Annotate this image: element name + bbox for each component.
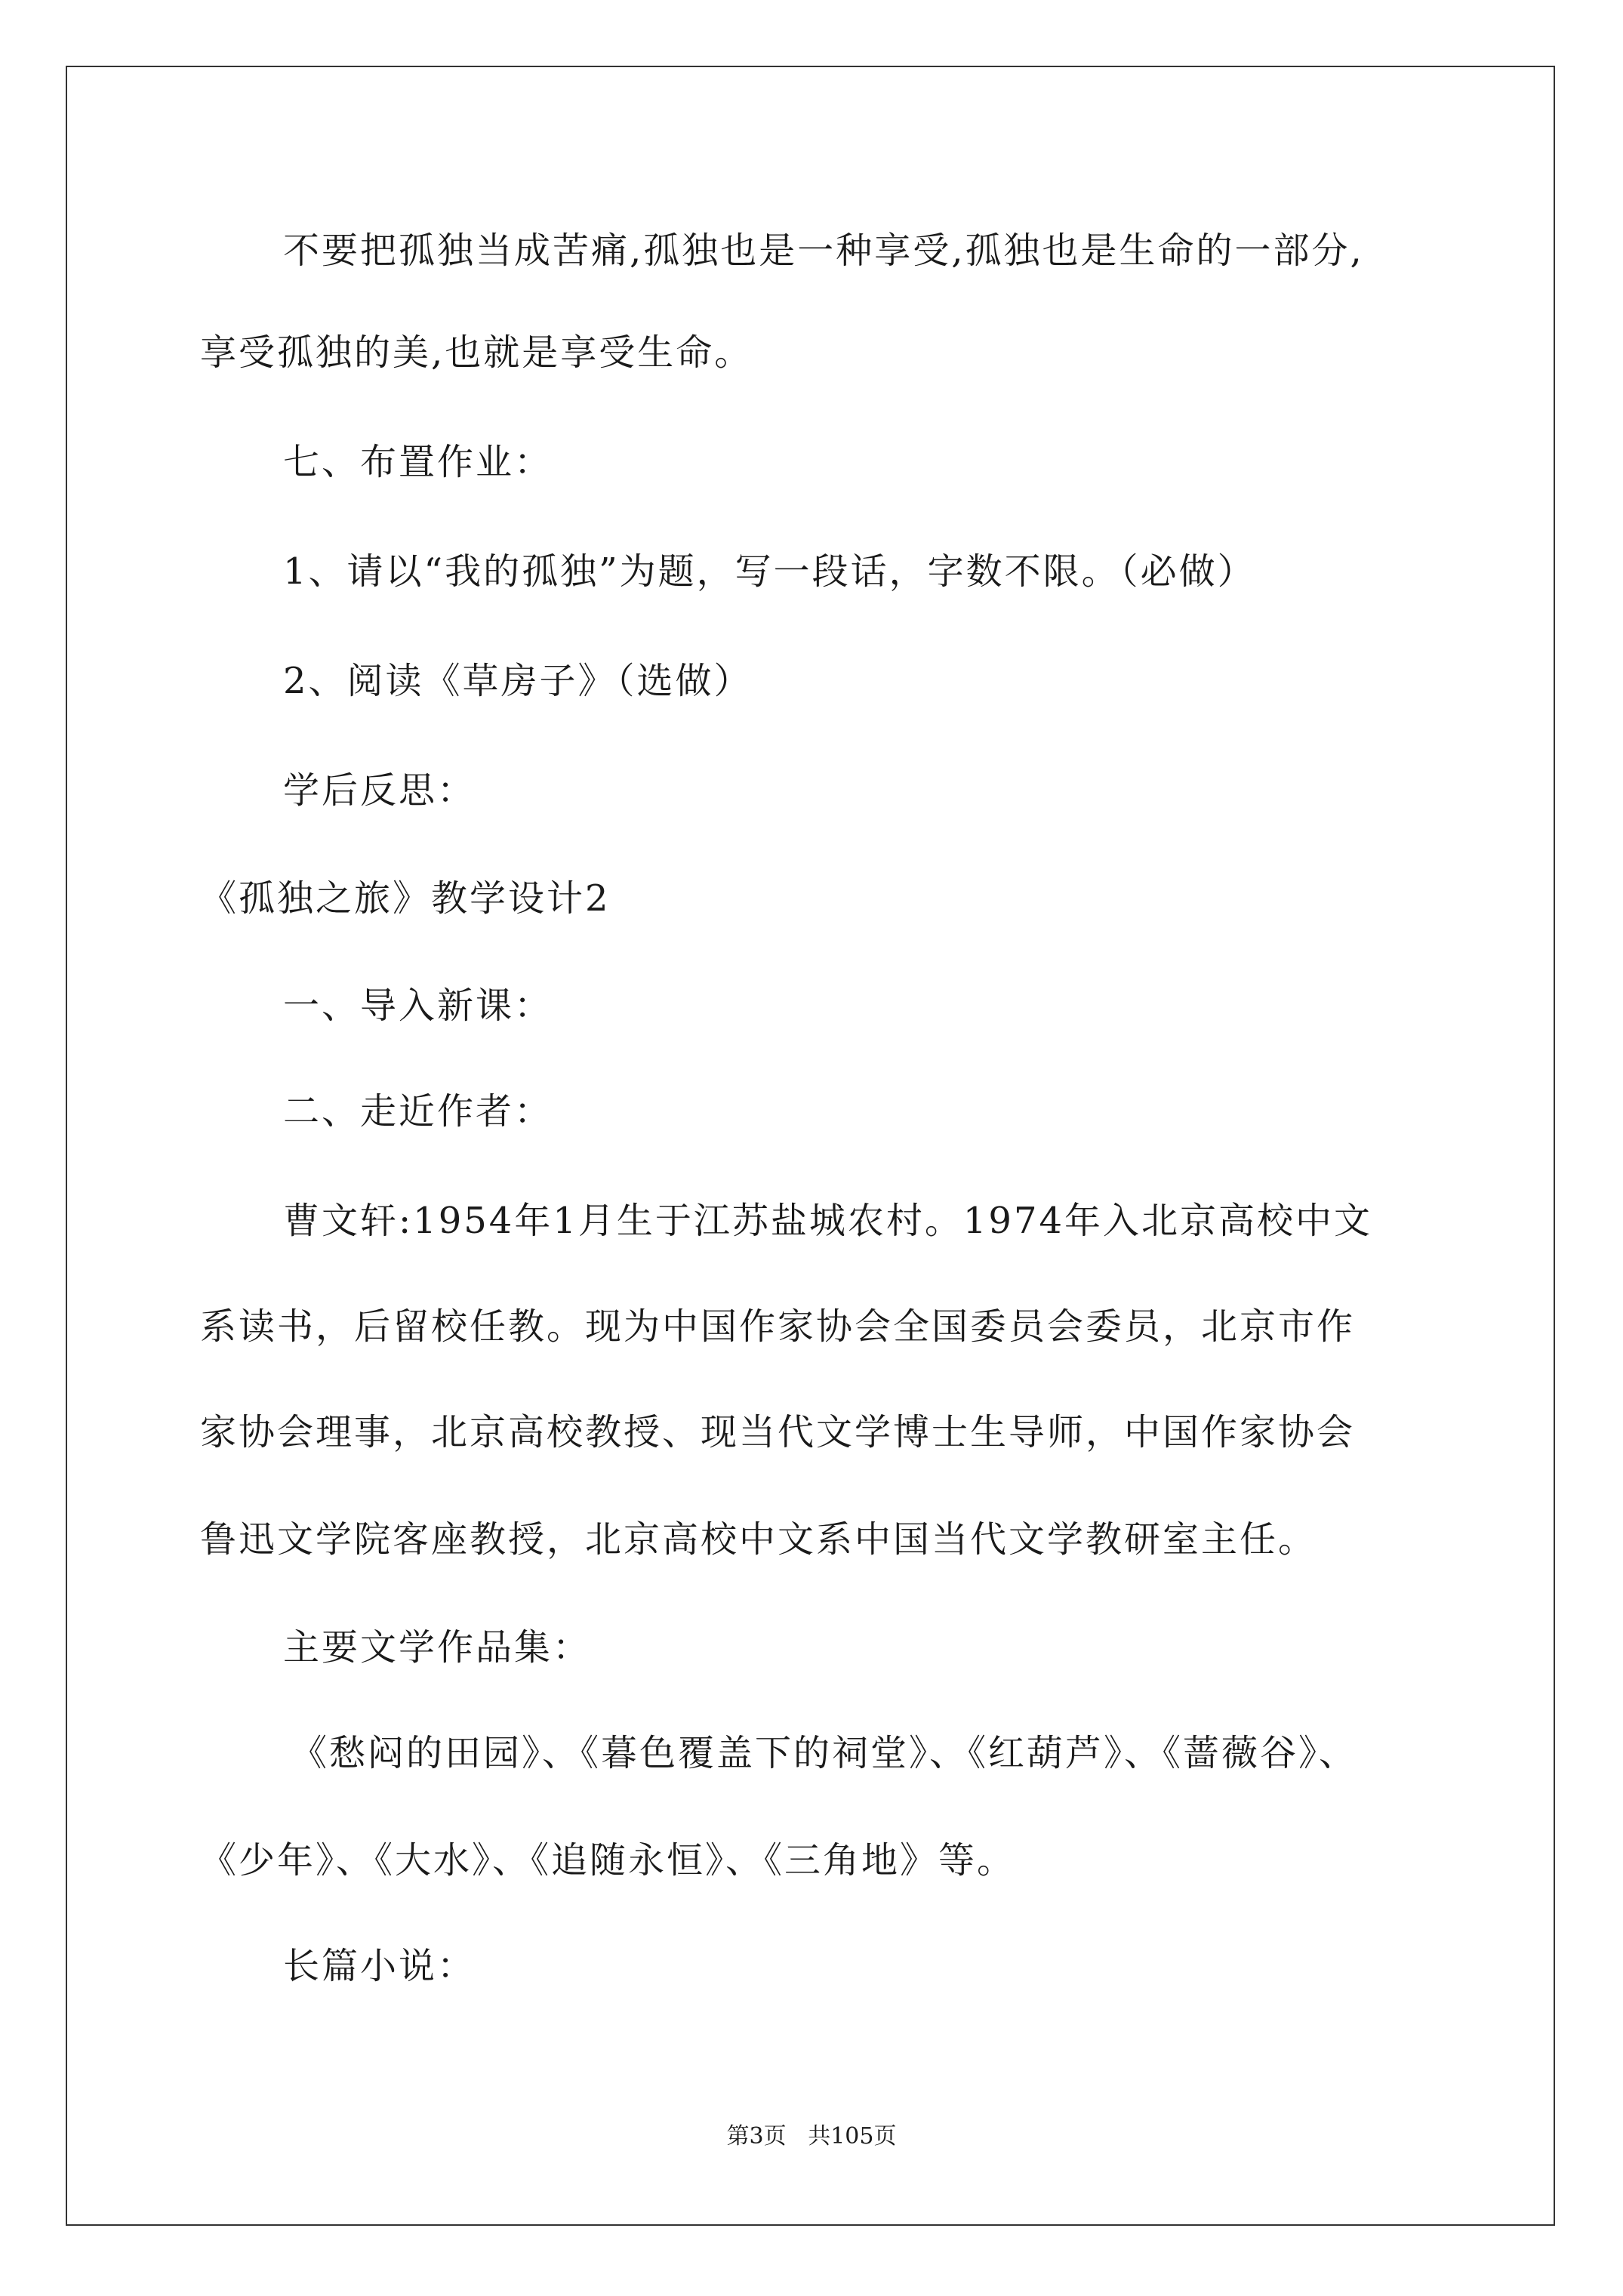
- section-heading: 七、布置作业：: [283, 441, 553, 483]
- paragraph-line: 系读书，后留校任教。现为中国作家协会全国委员会委员，北京市作: [200, 1305, 1356, 1348]
- paragraph-line: 1、请以“我的孤独”为题，写一段话，字数不限。（必做）: [283, 550, 1256, 593]
- document-title: 《孤独之旅》教学设计2: [200, 877, 611, 920]
- paragraph-line: 《愁闷的田园》、《暮色覆盖下的祠堂》、《红葫芦》、《蔷薇谷》、: [291, 1732, 1358, 1774]
- section-heading: 长篇小说：: [283, 1945, 476, 1987]
- paragraph-line: 不要把孤独当成苦痛,孤独也是一种享受,孤独也是生命的一部分,: [283, 230, 1364, 272]
- paragraph-line: 家协会理事，北京高校教授、现当代文学博士生导师，中国作家协会: [200, 1411, 1356, 1453]
- paragraph-line: 曹文轩:1954年1月生于江苏盐城农村。1974年入北京高校中文: [283, 1200, 1373, 1242]
- section-heading: 学后反思：: [283, 769, 476, 812]
- page-border: [66, 66, 1555, 2226]
- section-heading: 主要文学作品集：: [283, 1626, 592, 1669]
- paragraph-line: 享受孤独的美,也就是享受生命。: [200, 331, 753, 374]
- paragraph-line: 鲁迅文学院客座教授，北京高校中文系中国当代文学教研室主任。: [200, 1518, 1317, 1561]
- section-heading: 一、导入新课：: [283, 985, 553, 1027]
- page-footer: 第3页 共105页: [726, 2123, 897, 2150]
- section-heading: 二、走近作者：: [283, 1090, 553, 1133]
- paragraph-line: 《少年》、《大水》、《追随永恒》、《三角地》等。: [200, 1839, 1016, 1881]
- paragraph-line: 2、阅读《草房子》（选做）: [283, 660, 753, 702]
